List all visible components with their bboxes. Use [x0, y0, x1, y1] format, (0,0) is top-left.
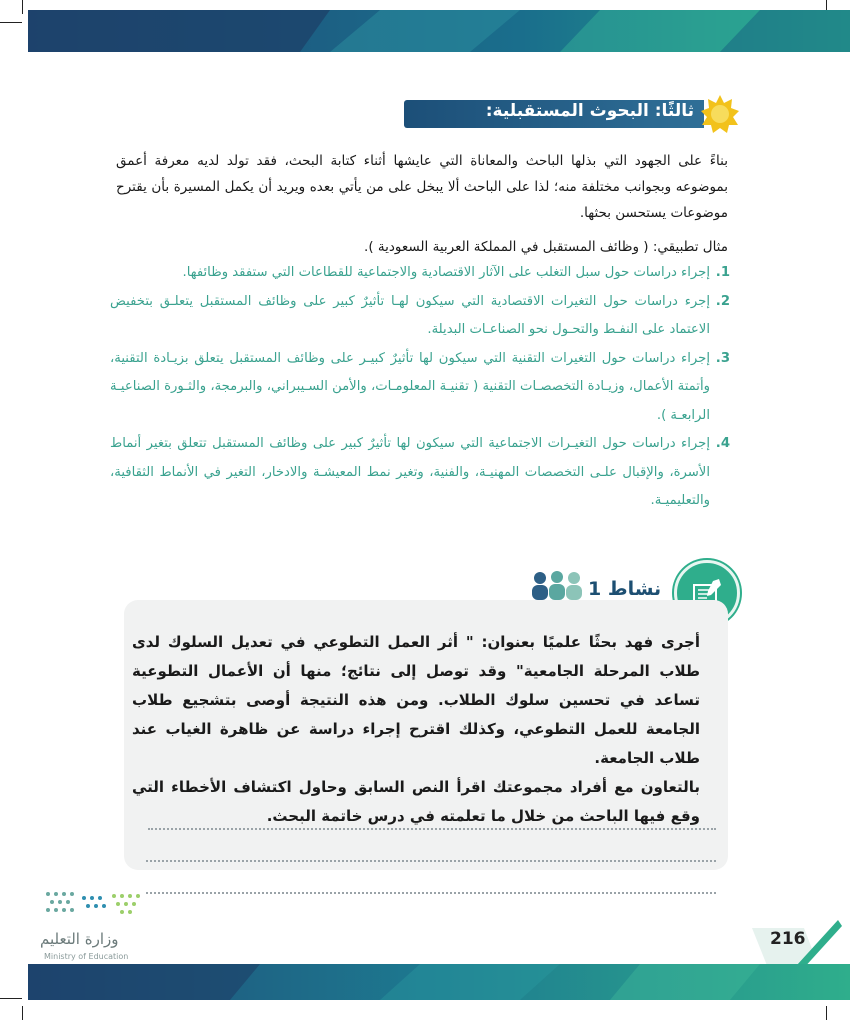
list-item-text: إجراء دراسات حول سبل التغلب على الآثار الاقتصادية والاجتماعية للقطاعات التي ستفقد وظائفها.	[182, 265, 710, 280]
list-item-text: إجراء دراسات حول التغيـرات الاجتماعية التي سيكون لها تأثيرٌ كبير على وظائف المستقبل تتعلق بتغير أنماط الأسرة، والإقبال علـى التخصصات المهنيـة، والفنية، وتغير نمط المعيشـة والادخار، التغير في الأنماط الثقافية، والتعليميـة.	[110, 436, 710, 508]
ministry-logo-icon	[40, 888, 146, 926]
answer-line[interactable]	[146, 892, 716, 894]
page-number: 216	[770, 929, 806, 949]
list-item-text: إجرء دراسات حول التغيرات الاقتصادية التي سيكون لهـا تأثيرٌ كبير على وظائف المستقبل يتعلـق بتخفيض الاعتماد على النفـط والتحـول نحو الصناعـات البديلة.	[110, 293, 710, 337]
activity-paragraph-1: أجرى فهد بحثًا علميًا بعنوان: " أثر العمل التطوعي في تعديل السلوك لدى طلاب المرحلة الجامعية" وقد توصل إلى نتائج؛ منها أن الأعمال التطوعية تساعد في تحسين سلوك الطلاب. ومن هذه النتيجة أوصى بتشجيع طلاب الجامعة للعمل التطوعي، وكذلك اقترح إجراء دراسة عن ظاهرة الغياب عند طلاب الجامعة.	[132, 633, 700, 767]
footer-banner	[0, 962, 850, 1006]
list-item-number: 3.	[715, 350, 730, 366]
ministry-name-english: Ministry of Education	[44, 952, 129, 961]
example-line: مثال تطبيقي: ( وظائف المستقبل في المملكة العربية السعودية ).	[364, 239, 728, 255]
research-list	[110, 259, 730, 516]
section-title: ثالثًا: البحوث المستقبلية:	[485, 101, 694, 121]
answer-line[interactable]	[148, 828, 716, 830]
group-people-icon	[530, 570, 584, 602]
list-item-number: 2.	[715, 293, 730, 309]
activity-label: نشاط 1	[588, 578, 662, 600]
list-item-number: 4.	[715, 436, 730, 451]
list-item-text: إجراء دراسات حول التغيرات التقنية التي سيكون لها تأثيرٌ كبيـر على وظائف المستقبل يتعلق بزيـادة التقنية، وأتمتة الأعمال، وزيـادة التخصصـات التقنية ( تقنيـة المعلومـات، والأمن السـيبراني، والبرمجة، والثـورة الصناعيـة الرابعـة ).	[110, 350, 710, 423]
sun-badge-icon	[700, 94, 740, 134]
intro-paragraph: بناءً على الجهود التي بذلها الباحث والمعاناة التي عايشها أثناء كتابة البحث، فقد تولد لديه معرفة أعمق بموضوعه وبجوانب مختلفة منه؛ لذا على الباحث ألا يبخل على من يأتي بعده ويريد أن يكمل المسيرة بأن يقترح موضوعات يستحسن بحثها.	[116, 153, 728, 221]
header-banner	[0, 0, 850, 60]
crop-mark	[826, 1006, 827, 1020]
ministry-name-arabic: وزارة التعليم	[40, 930, 119, 948]
list-item	[110, 430, 730, 516]
activity-text	[132, 628, 722, 831]
section-heading	[404, 98, 734, 130]
list-item	[110, 345, 730, 431]
activity-paragraph-2: بالتعاون مع أفراد مجموعتك اقرأ النص السابق وحاول اكتشاف الأخطاء التي وقع فيها الباحث من خلال ما تعلمته في درس خاتمة البحث.	[132, 778, 700, 825]
crop-mark	[22, 1006, 23, 1020]
list-item-number: 1.	[715, 265, 730, 280]
answer-line[interactable]	[146, 860, 716, 862]
list-item	[110, 288, 730, 345]
list-item	[110, 259, 730, 288]
